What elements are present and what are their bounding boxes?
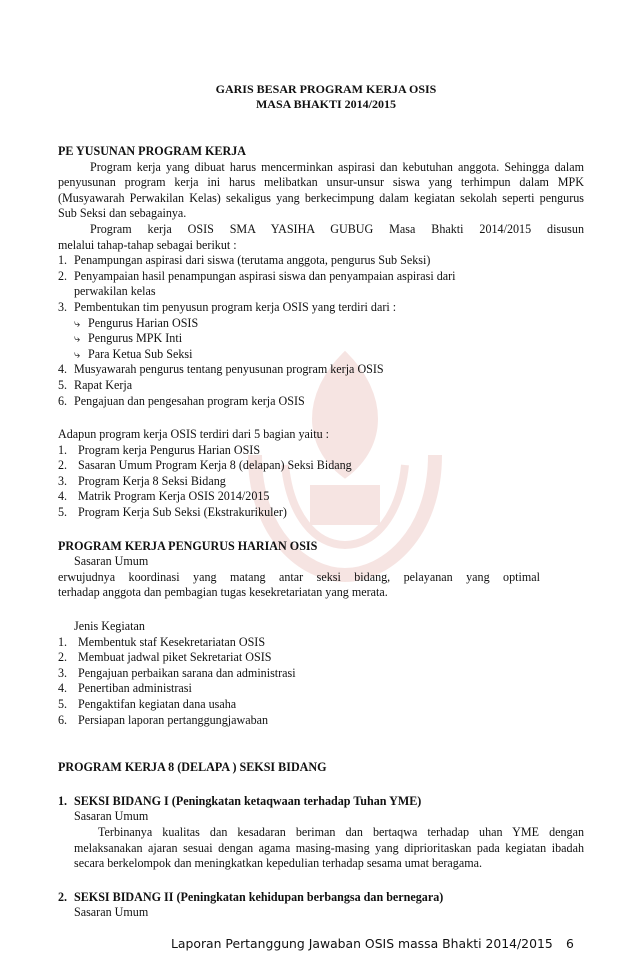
list-item: 1. Penampungan aspirasi dari siswa (terutama anggota, pengurus Sub Seksi) [58, 253, 431, 268]
list-item-continuation: perwakilan kelas [74, 284, 156, 299]
sub-list-item: ⤷ Para Ketua Sub Seksi [74, 346, 193, 361]
list-item: 2. Penyampaian hasil penampungan aspirasi siswa dan penyampaian aspirasi dari [58, 268, 456, 283]
list-item: 2. Sasaran Umum Program Kerja 8 (delapan) Seksi Bidang [58, 458, 352, 473]
title-line-1: GARIS BESAR PROGRAM KERJA OSIS [215, 82, 437, 96]
sasaran-text-line-2: terhadap anggota dan pembagian tugas kesekretariatan yang merata. [58, 585, 388, 600]
bidang-1-heading: 1. SEKSI BIDANG I (Peningkatan ketaqwaan terhadap Tuhan YME) [58, 793, 422, 808]
paragraph-tahap-line-1: Program kerja OSIS SMA YASIHA GUBUG Masa Bhakti 2014/2015 disusun [90, 221, 584, 236]
list-item: 3. Program Kerja 8 Seksi Bidang [58, 473, 226, 488]
section-heading-pengurus-harian: PROGRAM KERJA PENGURUS HARIAN OSIS [58, 538, 318, 553]
footer-text: Laporan Pertanggung Jawaban OSIS massa Bhakti 2014/2015 [171, 936, 553, 951]
section-heading-penyusunan: PE YUSUNAN PROGRAM KERJA [58, 144, 247, 158]
sub-list-item: ⤷ Pengurus MPK Inti [74, 331, 183, 346]
list-item: 2. Membuat jadwal piket Sekretariat OSIS [58, 650, 272, 665]
sasaran-umum-label: Sasaran Umum [74, 554, 149, 569]
arrow-icon: ⤷ [74, 316, 81, 330]
page-footer [0, 934, 639, 958]
activities-list [58, 635, 584, 729]
list-item: 5. Pengaktifan kegiatan dana usaha [58, 697, 237, 711]
paragraph-program-kerja: Program kerja yang dibuat harus mencerminkan aspirasi dan kebutuhan anggota. Sehingga dalam penyusunan program kerja ini harus melibatkan unsur-unsur siswa yang terhimpun dalam MPK (Musyawarah Perwakilan Kelas) sekaligus yang berkecimpung dalam kegiatan sekolah seperti pengurus Sub Seksi dan sebagainya. [58, 159, 584, 221]
list-item: 3. Pembentukan tim penyusun program kerja OSIS yang terdiri dari : [58, 299, 397, 314]
list-item: 6. Pengajuan dan pengesahan program kerja OSIS [58, 393, 305, 408]
list-item: 5. Rapat Kerja [58, 377, 133, 392]
document-title [68, 82, 584, 112]
bidang-1-sasaran-label: Sasaran Umum [74, 809, 149, 824]
parts-intro: Adapun program kerja OSIS terdiri dari 5 bagian yaitu : [58, 427, 330, 442]
title-line-2: MASA BHAKTI 2014/2015 [255, 97, 396, 111]
list-item: 4. Musyawarah pengurus tentang penyusunan program kerja OSIS [58, 362, 384, 377]
sasaran-text-line-1: erwujudnya koordinasi yang matang antar seksi bidang, pelayanan yang optimal [58, 569, 540, 584]
list-item: 3. Pengajuan perbaikan sarana dan administrasi [58, 665, 296, 680]
document-body [58, 82, 584, 921]
bidang-1-text: Terbinanya kualitas dan kesadaran beriman dan bertaqwa terhadap uhan YME dengan melaksanakan ajaran sesuai dengan agama masing-masing yang diprioritaskan pada kegiatan ibadah secara berkelompok dan meningkatkan kepedulian terhadap sesama umat beragama. [74, 824, 584, 871]
list-item: 5. Program Kerja Sub Seksi (Ekstrakurikuler) [58, 505, 287, 520]
paragraph-tahap-line-2: melalui tahap-tahap sebagai berikut : [58, 237, 237, 252]
parts-list [58, 443, 584, 521]
bidang-2-heading: 2. SEKSI BIDANG II (Peningkatan kehidupan berbangsa dan bernegara) [58, 889, 444, 904]
list-item: 1. Program kerja Pengurus Harian OSIS [58, 442, 261, 457]
section-heading-seksi-bidang: PROGRAM KERJA 8 (DELAPA ) SEKSI BIDANG [58, 760, 327, 775]
bidang-2-sasaran-label: Sasaran Umum [74, 905, 149, 920]
jenis-kegiatan-label: Jenis Kegiatan [74, 619, 145, 634]
list-item: 4. Matrik Program Kerja OSIS 2014/2015 [58, 489, 270, 504]
arrow-icon: ⤷ [74, 347, 81, 361]
list-item: 4. Penertiban administrasi [58, 681, 192, 696]
sub-list-item: ⤷ Pengurus Harian OSIS [74, 315, 199, 330]
list-item: 6. Persiapan laporan pertanggungjawaban [58, 712, 269, 727]
page-number: 6 [566, 936, 574, 951]
steps-list [58, 253, 584, 409]
arrow-icon: ⤷ [74, 332, 81, 346]
list-item: 1. Membentuk staf Kesekretariatan OSIS [58, 634, 266, 649]
